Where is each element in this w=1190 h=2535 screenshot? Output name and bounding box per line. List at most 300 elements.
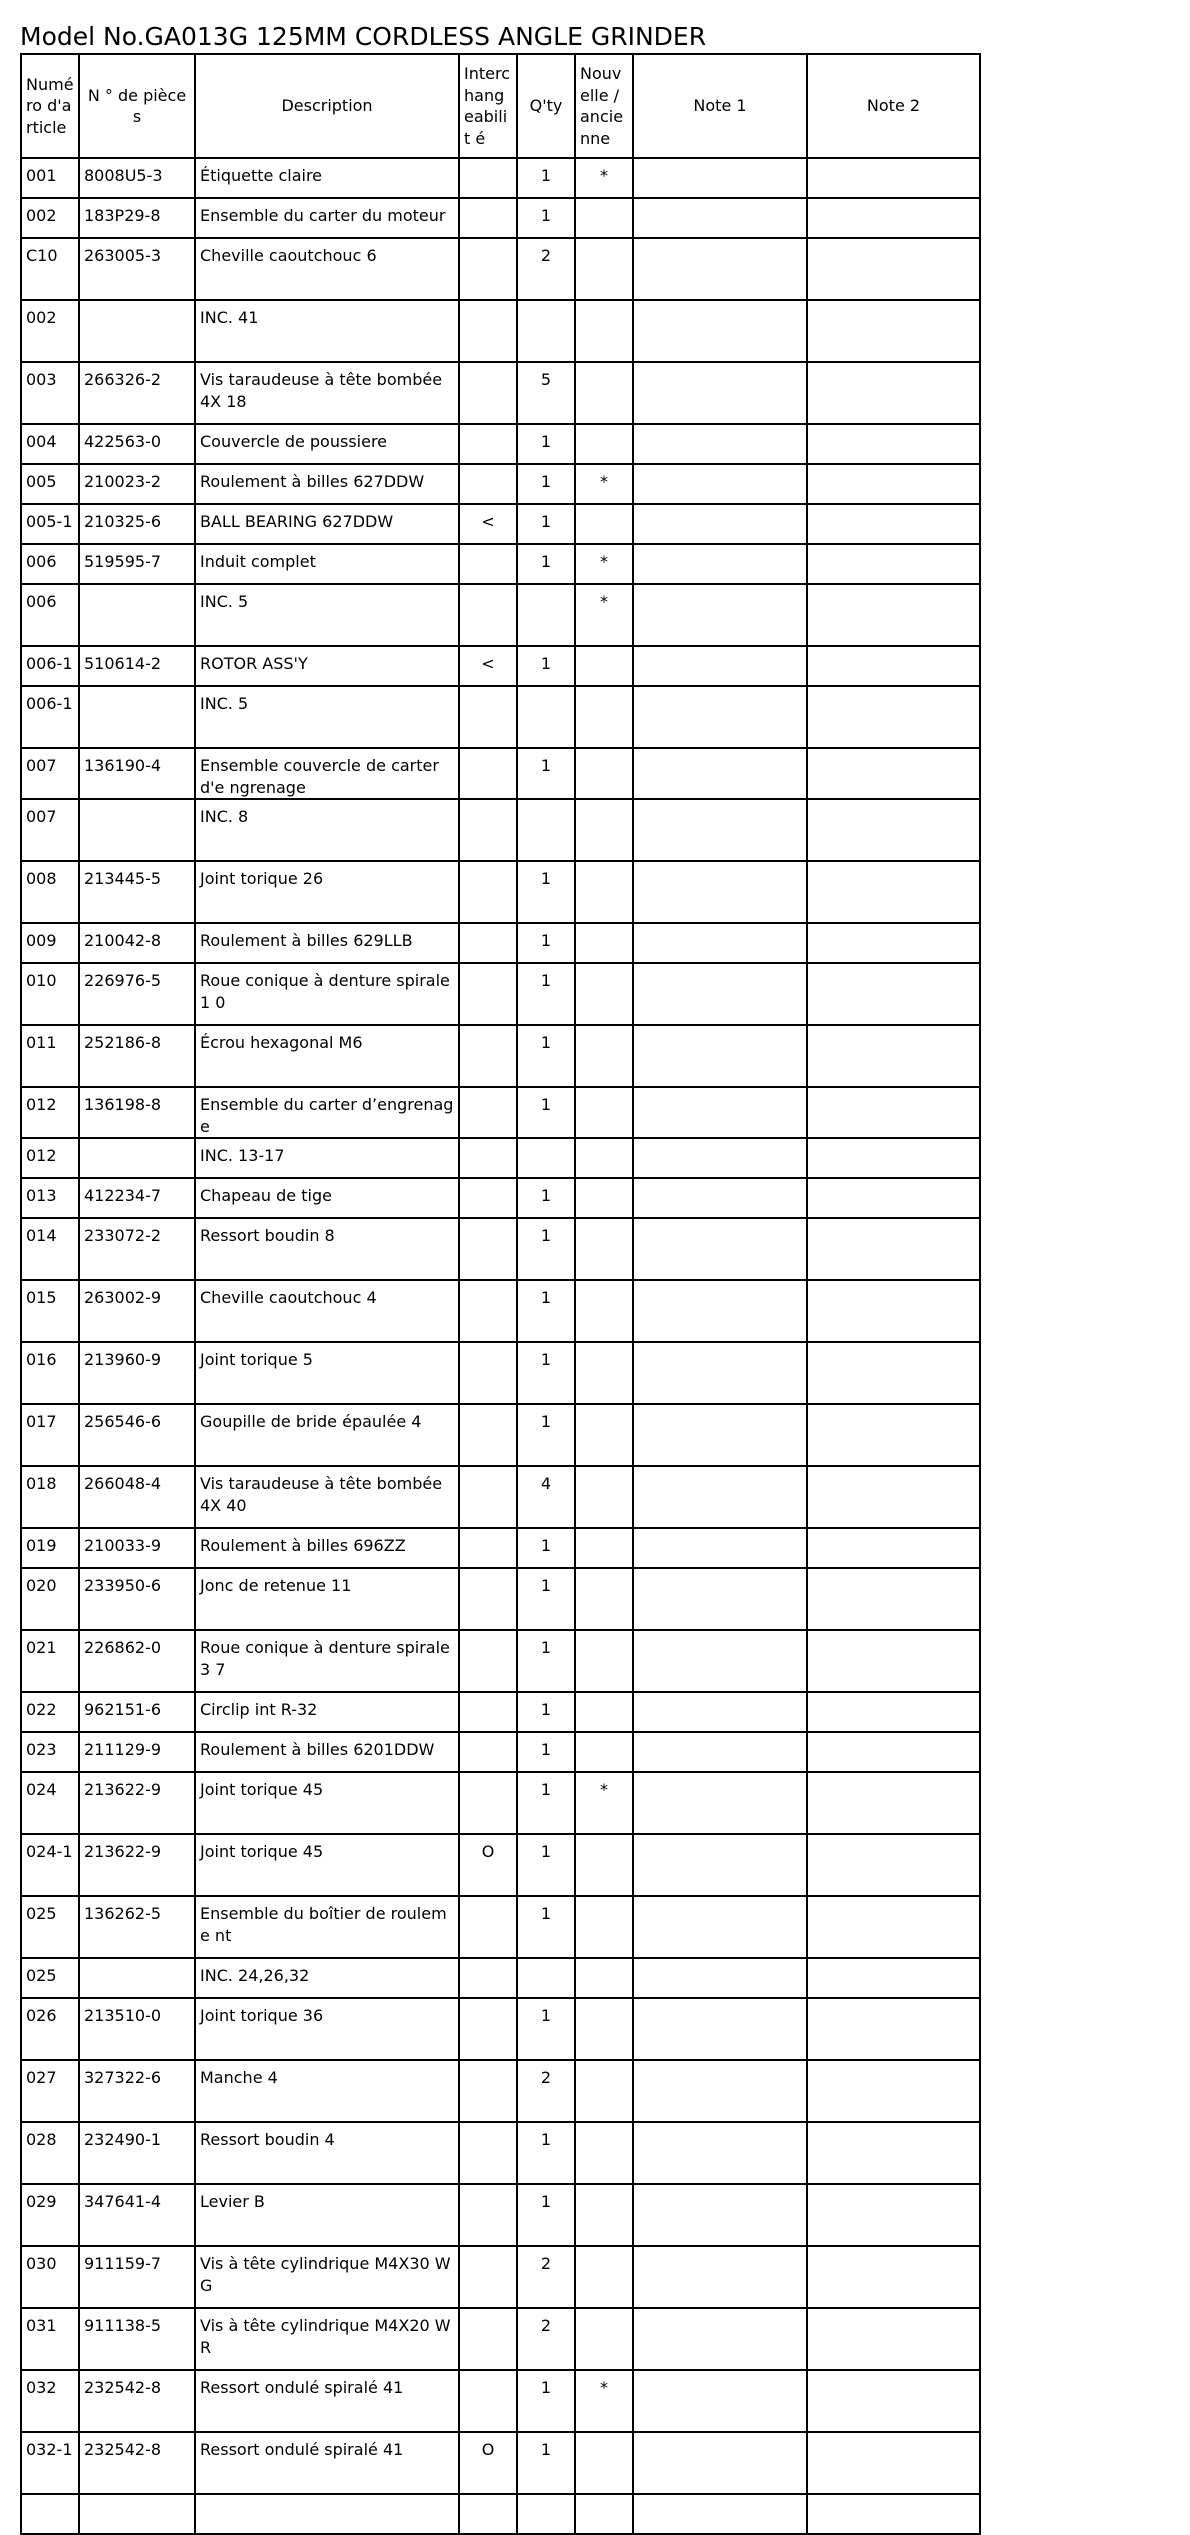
cell-note1 [633, 544, 807, 584]
cell-note1 [633, 2308, 807, 2370]
cell-new-old [575, 1342, 633, 1404]
parts-table [20, 53, 981, 2535]
cell-new-old [575, 963, 633, 1025]
cell-interchangeability [459, 861, 517, 923]
cell-note2 [807, 362, 980, 424]
cell-note1 [633, 1630, 807, 1692]
header-note2: Note 2 [807, 54, 980, 158]
cell-interchangeability [459, 2308, 517, 2370]
cell-interchangeability [459, 1692, 517, 1732]
cell-note1 [633, 686, 807, 748]
header-qty: Q'ty [517, 54, 575, 158]
cell-part-no: 213510-0 [79, 1998, 195, 2060]
cell-note1 [633, 1958, 807, 1998]
cell-qty: 1 [517, 2370, 575, 2432]
cell-part-no: 213960-9 [79, 1342, 195, 1404]
cell-new-old [575, 1280, 633, 1342]
cell-part-no: 136262-5 [79, 1896, 195, 1958]
cell-description: Joint torique 36 [195, 1998, 459, 2060]
cell-qty: 1 [517, 748, 575, 799]
cell-new-old [575, 2246, 633, 2308]
cell-interchangeability [459, 963, 517, 1025]
cell-qty: 1 [517, 1280, 575, 1342]
table-row [21, 158, 980, 198]
cell-interchangeability [459, 424, 517, 464]
table-row [21, 1528, 980, 1568]
cell-note1 [633, 1896, 807, 1958]
cell-qty: 1 [517, 2122, 575, 2184]
cell-description: Jonc de retenue 11 [195, 1568, 459, 1630]
cell-description: Vis taraudeuse à tête bombée 4X 18 [195, 362, 459, 424]
cell-new-old [575, 1218, 633, 1280]
table-row [21, 2370, 980, 2432]
table-row [21, 861, 980, 923]
cell-part-no: 327322-6 [79, 2060, 195, 2122]
cell-qty: 1 [517, 1732, 575, 1772]
table-row [21, 748, 980, 799]
cell-note1 [633, 646, 807, 686]
cell-new-old [575, 1732, 633, 1772]
cell-item-no: 024 [21, 1772, 79, 1834]
table-row [21, 646, 980, 686]
cell-qty: 4 [517, 1466, 575, 1528]
cell-note1 [633, 504, 807, 544]
table-row [21, 198, 980, 238]
cell-new-old: * [575, 2370, 633, 2432]
cell-interchangeability [459, 923, 517, 963]
cell-note1 [633, 1732, 807, 1772]
cell-item-no: 019 [21, 1528, 79, 1568]
table-header-row [21, 54, 980, 158]
cell-interchangeability [459, 1896, 517, 1958]
cell-part-no: 412234-7 [79, 1178, 195, 1218]
cell-interchangeability [459, 1025, 517, 1087]
cell-new-old [575, 2060, 633, 2122]
cell-note2 [807, 1025, 980, 1087]
cell-qty: 1 [517, 1025, 575, 1087]
cell-part-no: 210042-8 [79, 923, 195, 963]
cell-item-no: 023 [21, 1732, 79, 1772]
cell-note1 [633, 464, 807, 504]
cell-part-no: 911159-7 [79, 2246, 195, 2308]
cell-note1 [633, 2246, 807, 2308]
cell-item-no: 012 [21, 1138, 79, 1178]
cell-interchangeability: < [459, 646, 517, 686]
cell-qty: 2 [517, 2246, 575, 2308]
cell-new-old: * [575, 584, 633, 646]
cell-interchangeability [459, 544, 517, 584]
table-row [21, 2060, 980, 2122]
table-row [21, 1772, 980, 1834]
table-row [21, 1732, 980, 1772]
cell-part-no: 962151-6 [79, 1692, 195, 1732]
cell-note1 [633, 1087, 807, 1138]
cell-note1 [633, 300, 807, 362]
cell-interchangeability: O [459, 2432, 517, 2494]
cell-new-old [575, 1834, 633, 1896]
cell-part-no [79, 1958, 195, 1998]
cell-new-old [575, 1087, 633, 1138]
table-row [21, 1466, 980, 1528]
cell-description: INC. 5 [195, 584, 459, 646]
cell-new-old [575, 799, 633, 861]
cell-note2 [807, 1138, 980, 1178]
cell-new-old [575, 1528, 633, 1568]
cell-qty: 2 [517, 2060, 575, 2122]
cell-description: BALL BEARING 627DDW [195, 504, 459, 544]
cell-item-no: 031 [21, 2308, 79, 2370]
cell-note2 [807, 799, 980, 861]
cell-note1 [633, 198, 807, 238]
cell-description: Levier B [195, 2184, 459, 2246]
cell-note2 [807, 686, 980, 748]
cell-interchangeability [459, 198, 517, 238]
cell-qty [517, 584, 575, 646]
table-row [21, 1138, 980, 1178]
cell-new-old [575, 1466, 633, 1528]
cell-new-old [575, 1404, 633, 1466]
cell-qty: 1 [517, 1630, 575, 1692]
cell-description: INC. 5 [195, 686, 459, 748]
cell-new-old [575, 686, 633, 748]
cell-part-no: 263002-9 [79, 1280, 195, 1342]
cell-item-no: 017 [21, 1404, 79, 1466]
cell-item-no: 006 [21, 544, 79, 584]
cell-description: Joint torique 26 [195, 861, 459, 923]
cell-part-no: 226976-5 [79, 963, 195, 1025]
table-row [21, 2184, 980, 2246]
cell-note2 [807, 1280, 980, 1342]
cell-qty [517, 686, 575, 748]
cell-interchangeability [459, 238, 517, 300]
cell-description: Vis taraudeuse à tête bombée 4X 40 [195, 1466, 459, 1528]
cell-qty: 1 [517, 504, 575, 544]
cell-new-old [575, 923, 633, 963]
cell-note2 [807, 464, 980, 504]
cell-part-no: 211129-9 [79, 1732, 195, 1772]
cell-part-no: 232490-1 [79, 2122, 195, 2184]
table-row [21, 2308, 980, 2370]
cell-note1 [633, 1404, 807, 1466]
cell-note2 [807, 1466, 980, 1528]
table-row [21, 464, 980, 504]
header-item-no: Numé ro d'a rticle [21, 54, 79, 158]
cell-interchangeability [459, 2494, 517, 2534]
cell-part-no: 232542-8 [79, 2432, 195, 2494]
cell-new-old [575, 1025, 633, 1087]
cell-note2 [807, 1896, 980, 1958]
cell-new-old [575, 2184, 633, 2246]
cell-note2 [807, 1958, 980, 1998]
cell-interchangeability [459, 300, 517, 362]
cell-note1 [633, 748, 807, 799]
table-row [21, 923, 980, 963]
cell-qty: 1 [517, 1692, 575, 1732]
cell-qty [517, 799, 575, 861]
cell-part-no [79, 799, 195, 861]
cell-interchangeability [459, 1958, 517, 1998]
cell-item-no: 011 [21, 1025, 79, 1087]
cell-note1 [633, 2370, 807, 2432]
cell-item-no: 025 [21, 1958, 79, 1998]
cell-new-old [575, 1692, 633, 1732]
table-row [21, 1834, 980, 1896]
cell-qty: 1 [517, 1218, 575, 1280]
cell-new-old: * [575, 158, 633, 198]
cell-note2 [807, 504, 980, 544]
cell-note1 [633, 2432, 807, 2494]
cell-qty: 1 [517, 1568, 575, 1630]
cell-interchangeability [459, 584, 517, 646]
cell-interchangeability [459, 1528, 517, 1568]
table-row [21, 1404, 980, 1466]
cell-qty: 1 [517, 1087, 575, 1138]
cell-item-no: C10 [21, 238, 79, 300]
cell-description: Ensemble du carter du moteur [195, 198, 459, 238]
cell-new-old [575, 2432, 633, 2494]
cell-interchangeability [459, 2060, 517, 2122]
cell-note2 [807, 1404, 980, 1466]
cell-interchangeability [459, 1466, 517, 1528]
cell-part-no [79, 584, 195, 646]
cell-note2 [807, 2246, 980, 2308]
cell-item-no: 032 [21, 2370, 79, 2432]
cell-interchangeability [459, 158, 517, 198]
table-row [21, 238, 980, 300]
cell-note1 [633, 362, 807, 424]
cell-note2 [807, 1692, 980, 1732]
cell-new-old [575, 2308, 633, 2370]
cell-interchangeability: < [459, 504, 517, 544]
cell-description: Étiquette claire [195, 158, 459, 198]
cell-part-no: 213622-9 [79, 1834, 195, 1896]
cell-qty: 2 [517, 238, 575, 300]
cell-qty: 2 [517, 2308, 575, 2370]
cell-item-no: 004 [21, 424, 79, 464]
cell-note2 [807, 544, 980, 584]
table-row [21, 2432, 980, 2494]
cell-part-no: 232542-8 [79, 2370, 195, 2432]
cell-note1 [633, 799, 807, 861]
cell-note2 [807, 300, 980, 362]
cell-note1 [633, 1342, 807, 1404]
cell-qty: 1 [517, 2432, 575, 2494]
cell-qty: 1 [517, 861, 575, 923]
cell-qty: 1 [517, 646, 575, 686]
cell-note1 [633, 1218, 807, 1280]
cell-new-old [575, 1178, 633, 1218]
cell-note1 [633, 238, 807, 300]
cell-new-old [575, 1896, 633, 1958]
cell-item-no: 006-1 [21, 686, 79, 748]
table-row [21, 1087, 980, 1138]
cell-note1 [633, 1025, 807, 1087]
cell-note1 [633, 584, 807, 646]
cell-part-no: 210023-2 [79, 464, 195, 504]
cell-note2 [807, 1772, 980, 1834]
cell-new-old [575, 2494, 633, 2534]
cell-qty: 1 [517, 1528, 575, 1568]
cell-qty: 1 [517, 923, 575, 963]
cell-item-no: 002 [21, 300, 79, 362]
cell-item-no: 032-1 [21, 2432, 79, 2494]
cell-part-no: 233950-6 [79, 1568, 195, 1630]
cell-description: ROTOR ASS'Y [195, 646, 459, 686]
cell-interchangeability [459, 686, 517, 748]
cell-note2 [807, 2370, 980, 2432]
table-row [21, 963, 980, 1025]
cell-part-no: 136190-4 [79, 748, 195, 799]
cell-new-old [575, 1630, 633, 1692]
cell-description: Joint torique 45 [195, 1834, 459, 1896]
table-body [21, 158, 980, 2534]
cell-item-no: 005-1 [21, 504, 79, 544]
cell-new-old [575, 1998, 633, 2060]
table-row [21, 2246, 980, 2308]
cell-note2 [807, 1087, 980, 1138]
cell-description: Couvercle de poussiere [195, 424, 459, 464]
cell-interchangeability [459, 1772, 517, 1834]
cell-interchangeability [459, 362, 517, 424]
cell-description: Ressort ondulé spiralé 41 [195, 2432, 459, 2494]
cell-part-no [79, 686, 195, 748]
cell-interchangeability [459, 799, 517, 861]
cell-item-no: 010 [21, 963, 79, 1025]
cell-part-no: 266326-2 [79, 362, 195, 424]
cell-qty [517, 300, 575, 362]
cell-qty: 1 [517, 1834, 575, 1896]
cell-item-no: 016 [21, 1342, 79, 1404]
cell-new-old [575, 646, 633, 686]
cell-item-no: 027 [21, 2060, 79, 2122]
table-row [21, 1896, 980, 1958]
table-row [21, 1568, 980, 1630]
cell-description: Cheville caoutchouc 6 [195, 238, 459, 300]
cell-new-old [575, 861, 633, 923]
cell-part-no: 256546-6 [79, 1404, 195, 1466]
cell-note2 [807, 1630, 980, 1692]
cell-qty: 1 [517, 158, 575, 198]
cell-new-old [575, 2122, 633, 2184]
cell-note1 [633, 1834, 807, 1896]
cell-interchangeability [459, 1732, 517, 1772]
cell-item-no: 006-1 [21, 646, 79, 686]
cell-item-no: 005 [21, 464, 79, 504]
cell-note2 [807, 1568, 980, 1630]
cell-description: INC. 13-17 [195, 1138, 459, 1178]
cell-part-no: 911138-5 [79, 2308, 195, 2370]
cell-interchangeability [459, 748, 517, 799]
cell-description: Joint torique 45 [195, 1772, 459, 1834]
cell-note1 [633, 1280, 807, 1342]
cell-new-old [575, 504, 633, 544]
cell-qty [517, 1138, 575, 1178]
table-row [21, 2122, 980, 2184]
cell-new-old: * [575, 1772, 633, 1834]
cell-interchangeability [459, 2370, 517, 2432]
cell-note1 [633, 1772, 807, 1834]
cell-description: Roulement à billes 6201DDW [195, 1732, 459, 1772]
table-row [21, 424, 980, 464]
cell-qty: 5 [517, 362, 575, 424]
page-title: Model No.GA013G 125MM CORDLESS ANGLE GRINDER [20, 22, 707, 51]
cell-note2 [807, 1218, 980, 1280]
cell-description: Goupille de bride épaulée 4 [195, 1404, 459, 1466]
cell-new-old [575, 198, 633, 238]
cell-description: Induit complet [195, 544, 459, 584]
table-row [21, 362, 980, 424]
cell-part-no [79, 1138, 195, 1178]
cell-qty: 1 [517, 1178, 575, 1218]
cell-note1 [633, 1466, 807, 1528]
cell-qty: 1 [517, 963, 575, 1025]
cell-part-no: 8008U5-3 [79, 158, 195, 198]
cell-interchangeability: O [459, 1834, 517, 1896]
cell-part-no: 210325-6 [79, 504, 195, 544]
cell-interchangeability [459, 1280, 517, 1342]
cell-description: Écrou hexagonal M6 [195, 1025, 459, 1087]
cell-description: Ensemble du carter d’engrenage [195, 1087, 459, 1138]
cell-description: Ressort boudin 4 [195, 2122, 459, 2184]
cell-interchangeability [459, 2246, 517, 2308]
cell-new-old [575, 300, 633, 362]
cell-part-no: 183P29-8 [79, 198, 195, 238]
cell-new-old [575, 1958, 633, 1998]
cell-note1 [633, 2122, 807, 2184]
cell-interchangeability [459, 2184, 517, 2246]
table-row [21, 799, 980, 861]
header-new-old: Nouv elle / ancie nne [575, 54, 633, 158]
cell-note2 [807, 2060, 980, 2122]
cell-interchangeability [459, 1138, 517, 1178]
cell-description: Ressort boudin 8 [195, 1218, 459, 1280]
cell-part-no: 210033-9 [79, 1528, 195, 1568]
cell-description: INC. 41 [195, 300, 459, 362]
cell-description: Ensemble couvercle de carter d'e ngrenage [195, 748, 459, 799]
cell-item-no: 026 [21, 1998, 79, 2060]
cell-note2 [807, 2494, 980, 2534]
cell-part-no: 226862-0 [79, 1630, 195, 1692]
cell-qty: 1 [517, 2184, 575, 2246]
cell-description: Manche 4 [195, 2060, 459, 2122]
cell-part-no: 213445-5 [79, 861, 195, 923]
parts-table-container [20, 53, 980, 2459]
cell-new-old [575, 748, 633, 799]
cell-note2 [807, 238, 980, 300]
cell-description: Vis à tête cylindrique M4X20 WR [195, 2308, 459, 2370]
cell-interchangeability [459, 1568, 517, 1630]
cell-interchangeability [459, 1342, 517, 1404]
cell-description: Roue conique à denture spirale 3 7 [195, 1630, 459, 1692]
cell-item-no: 018 [21, 1466, 79, 1528]
cell-part-no: 266048-4 [79, 1466, 195, 1528]
cell-qty: 1 [517, 544, 575, 584]
header-description: Description [195, 54, 459, 158]
cell-item-no: 003 [21, 362, 79, 424]
cell-item-no: 012 [21, 1087, 79, 1138]
cell-new-old [575, 1138, 633, 1178]
cell-item-no: 025 [21, 1896, 79, 1958]
cell-part-no: 519595-7 [79, 544, 195, 584]
header-note1: Note 1 [633, 54, 807, 158]
cell-new-old: * [575, 544, 633, 584]
table-row [21, 504, 980, 544]
cell-new-old [575, 238, 633, 300]
table-row [21, 1630, 980, 1692]
cell-note2 [807, 923, 980, 963]
table-row [21, 2494, 980, 2534]
cell-item-no: 008 [21, 861, 79, 923]
